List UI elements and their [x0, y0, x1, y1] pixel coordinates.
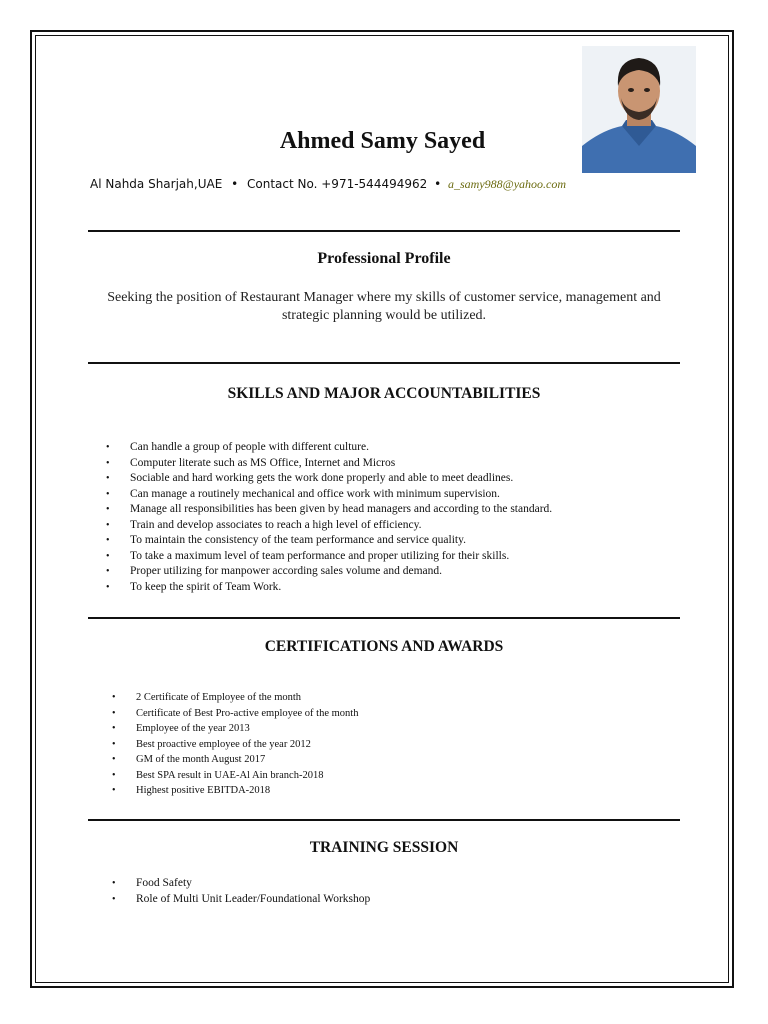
- list-item-text: Can manage a routinely mechanical and office work with minimum supervision.: [130, 487, 500, 500]
- list-item-text: To take a maximum level of team performance and proper utilizing for their skills.: [130, 549, 510, 562]
- bullet-icon: •: [106, 473, 110, 484]
- list-item: [106, 580, 552, 596]
- email-link[interactable]: a_samy988@yahoo.com: [448, 177, 567, 191]
- training-list: [112, 876, 371, 907]
- bullet-icon: •: [106, 566, 110, 577]
- list-item: [106, 487, 552, 503]
- bullet-icon: •: [106, 581, 110, 593]
- list-item: [106, 518, 552, 534]
- list-item: [112, 721, 358, 737]
- bullet-icon: •: [112, 785, 116, 796]
- bullet-icon: •: [112, 723, 116, 734]
- bullet-icon: •: [112, 769, 116, 781]
- list-item: [112, 737, 358, 753]
- section-divider: [88, 362, 680, 364]
- list-item-text: Proper utilizing for manpower according sales volume and demand.: [130, 565, 443, 577]
- list-item-text: Best SPA result in UAE-Al Ain branch-2018: [136, 769, 324, 781]
- list-item-text: Can handle a group of people with different culture.: [130, 441, 369, 453]
- list-item: [106, 564, 552, 580]
- list-item-text: Train and develop associates to reach a high level of efficiency.: [130, 518, 422, 531]
- profile-photo: [582, 46, 696, 173]
- list-item: [112, 876, 370, 892]
- bullet-icon: •: [112, 893, 116, 905]
- bullet-icon: •: [112, 738, 116, 750]
- list-item: [106, 502, 553, 518]
- list-item-text: Highest positive EBITDA-2018: [136, 785, 271, 796]
- list-item: [112, 783, 358, 799]
- bullet-icon: •: [112, 878, 116, 889]
- bullet-icon: •: [106, 488, 110, 500]
- list-item: [106, 456, 552, 472]
- bullet-icon: •: [106, 535, 110, 546]
- list-item: [106, 549, 552, 565]
- list-item-text: Employee of the year 2013: [136, 723, 250, 734]
- list-item-text: Certificate of Best Pro-active employee of the month: [136, 707, 359, 719]
- bullet-icon: •: [106, 550, 110, 562]
- list-item: [106, 533, 552, 549]
- list-item-text: Best proactive employee of the year 2012: [136, 738, 311, 750]
- list-item-text: Computer literate such as MS Office, Internet and Micros: [130, 456, 396, 469]
- separator: •: [434, 177, 442, 191]
- bullet-icon: •: [112, 707, 116, 719]
- list-item: [112, 752, 358, 768]
- certifications-list: [112, 690, 359, 799]
- skills-list: [106, 440, 553, 595]
- list-item: [112, 690, 358, 706]
- list-item-text: Manage all responsibilities has been given by head managers and according to the standard.: [130, 503, 553, 515]
- list-item-text: To keep the spirit of Team Work.: [130, 580, 282, 593]
- bullet-icon: •: [112, 692, 116, 703]
- list-item-text: Food Safety: [136, 877, 192, 889]
- list-item: [112, 892, 371, 908]
- list-item: [106, 440, 552, 456]
- phone-number: Contact No. +971-544494962: [247, 177, 428, 191]
- section-divider: [88, 819, 680, 821]
- contact-line: [90, 177, 650, 192]
- list-item-text: GM of the month August 2017: [136, 754, 266, 765]
- certifications-heading: CERTIFICATIONS AND AWARDS: [264, 638, 504, 655]
- bullet-icon: •: [106, 519, 110, 531]
- profile-text: Seeking the position of Restaurant Manager where my skills of customer service, management and strategic planning would be utilized.: [107, 290, 661, 323]
- list-item-text: Sociable and hard working gets the work done properly and able to meet deadlines.: [130, 472, 514, 484]
- address: Al Nahda Sharjah,UAE: [90, 177, 223, 191]
- list-item: [106, 471, 552, 487]
- section-divider: [88, 230, 680, 232]
- candidate-name: Ahmed Samy Sayed: [279, 128, 486, 154]
- list-item-text: Role of Multi Unit Leader/Foundational Workshop: [136, 892, 371, 905]
- bullet-icon: •: [106, 442, 110, 453]
- bullet-icon: •: [112, 754, 116, 765]
- training-heading: TRAINING SESSION: [309, 839, 459, 856]
- profile-heading: Professional Profile: [317, 250, 451, 267]
- skills-heading: SKILLS AND MAJOR ACCOUNTABILITIES: [227, 385, 541, 402]
- separator: •: [231, 177, 239, 191]
- bullet-icon: •: [106, 504, 110, 515]
- list-item-text: To maintain the consistency of the team performance and service quality.: [130, 534, 466, 546]
- list-item: [112, 706, 359, 722]
- section-divider: [88, 617, 680, 619]
- list-item: [112, 768, 358, 784]
- bullet-icon: •: [106, 457, 110, 469]
- list-item-text: 2 Certificate of Employee of the month: [136, 692, 302, 703]
